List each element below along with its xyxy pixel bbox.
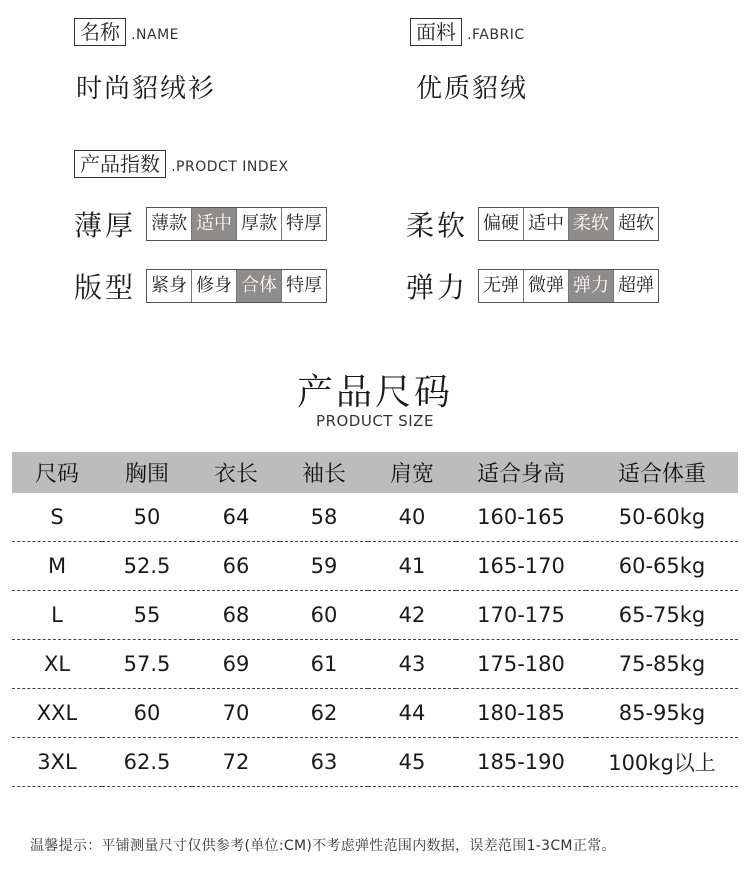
table-cell: 61	[280, 640, 368, 689]
table-cell: 165-170	[456, 542, 586, 591]
table-cell: 69	[192, 640, 280, 689]
index-option: 超软	[613, 208, 658, 240]
table-cell: 44	[368, 689, 456, 738]
index-option: 无弹	[483, 275, 520, 296]
table-cell: 55	[102, 591, 192, 640]
index-item-name: 柔软	[406, 209, 469, 242]
index-option-selected: 柔软	[568, 208, 613, 240]
name-value: 时尚貂绒衫	[76, 74, 217, 104]
table-cell: 170-175	[456, 591, 586, 640]
table-cell: 62.5	[102, 738, 192, 787]
index-option-selected: 适中	[191, 208, 236, 240]
table-cell: M	[12, 542, 102, 591]
index-item-name: 薄厚	[74, 209, 137, 242]
table-row	[12, 738, 738, 787]
table-cell: 57.5	[102, 640, 192, 689]
table-cell: 66	[192, 542, 280, 591]
name-label: 名称	[74, 18, 126, 46]
table-cell: 60	[102, 689, 192, 738]
column-header: 肩宽	[368, 452, 456, 493]
column-header: 适合身高	[456, 452, 586, 493]
table-cell: 60	[280, 591, 368, 640]
table-row	[12, 591, 738, 640]
table-cell: 68	[192, 591, 280, 640]
table-cell: 70	[192, 689, 280, 738]
table-cell: 45	[368, 738, 456, 787]
fabric-section	[410, 18, 525, 46]
table-row	[12, 493, 738, 542]
name-section	[74, 18, 179, 46]
index-header	[74, 150, 289, 178]
table-row	[12, 689, 738, 738]
index-option: 超弹	[613, 270, 658, 302]
index-option-selected: 合体	[236, 270, 281, 302]
table-cell: 60-65kg	[586, 542, 738, 591]
index-label: 产品指数	[74, 150, 166, 178]
column-header: 衣长	[192, 452, 280, 493]
index-item-name: 版型	[74, 271, 137, 304]
index-options	[146, 207, 327, 241]
table-cell: 65-75kg	[586, 591, 738, 640]
table-cell: 3XL	[12, 738, 102, 787]
table-cell: 100kg以上	[586, 738, 738, 787]
fabric-value: 优质貂绒	[416, 74, 529, 104]
table-cell: 62	[280, 689, 368, 738]
table-cell: 85-95kg	[586, 689, 738, 738]
table-cell: 41	[368, 542, 456, 591]
size-table-header	[12, 452, 738, 493]
index-option: 偏硬	[483, 213, 520, 234]
table-cell: 42	[368, 591, 456, 640]
table-cell: 59	[280, 542, 368, 591]
table-cell: 52.5	[102, 542, 192, 591]
index-option: 特厚	[281, 270, 326, 302]
index-options	[478, 207, 659, 241]
index-option: 适中	[523, 208, 568, 240]
table-cell: S	[12, 493, 102, 542]
size-subtitle: PRODUCT SIZE	[316, 412, 434, 430]
table-cell: 50	[102, 493, 192, 542]
index-row-softness	[406, 204, 659, 244]
table-row	[12, 542, 738, 591]
index-label-en: .PRODCT INDEX	[171, 159, 289, 175]
table-cell: 40	[368, 493, 456, 542]
index-options	[478, 269, 659, 303]
index-row-elasticity	[406, 266, 659, 306]
column-header: 袖长	[280, 452, 368, 493]
name-label-en: .NAME	[131, 27, 180, 43]
column-header: 适合体重	[586, 452, 738, 493]
table-cell: 180-185	[456, 689, 586, 738]
column-header: 尺码	[12, 452, 102, 493]
size-table-body	[12, 493, 738, 787]
table-cell: 175-180	[456, 640, 586, 689]
index-option: 微弹	[523, 270, 568, 302]
index-options	[146, 269, 327, 303]
index-option-selected: 弹力	[568, 270, 613, 302]
table-cell: 43	[368, 640, 456, 689]
table-cell: 50-60kg	[586, 493, 738, 542]
table-cell: 63	[280, 738, 368, 787]
column-header: 胸围	[102, 452, 192, 493]
table-cell: 160-165	[456, 493, 586, 542]
note-text: 温馨提示：平铺测量尺寸仅供参考(单位:CM)不考虑弹性范围内数据，误差范围1-3CM正常。	[30, 838, 616, 854]
table-cell: L	[12, 591, 102, 640]
index-row-fit	[74, 266, 327, 306]
fabric-label: 面料	[410, 18, 462, 46]
index-option: 修身	[191, 270, 236, 302]
size-title: 产品尺码	[296, 372, 453, 413]
index-option: 薄款	[151, 213, 188, 234]
table-cell: 72	[192, 738, 280, 787]
fabric-label-en: .FABRIC	[467, 27, 525, 43]
index-item-name: 弹力	[406, 271, 469, 304]
index-option: 紧身	[151, 275, 188, 296]
size-table	[12, 452, 738, 787]
index-option: 厚款	[236, 208, 281, 240]
table-cell: 58	[280, 493, 368, 542]
index-option: 特厚	[281, 208, 326, 240]
index-row-thickness	[74, 204, 327, 244]
table-cell: 75-85kg	[586, 640, 738, 689]
table-cell: 64	[192, 493, 280, 542]
table-row	[12, 640, 738, 689]
table-cell: XL	[12, 640, 102, 689]
table-cell: 185-190	[456, 738, 586, 787]
table-cell: XXL	[12, 689, 102, 738]
